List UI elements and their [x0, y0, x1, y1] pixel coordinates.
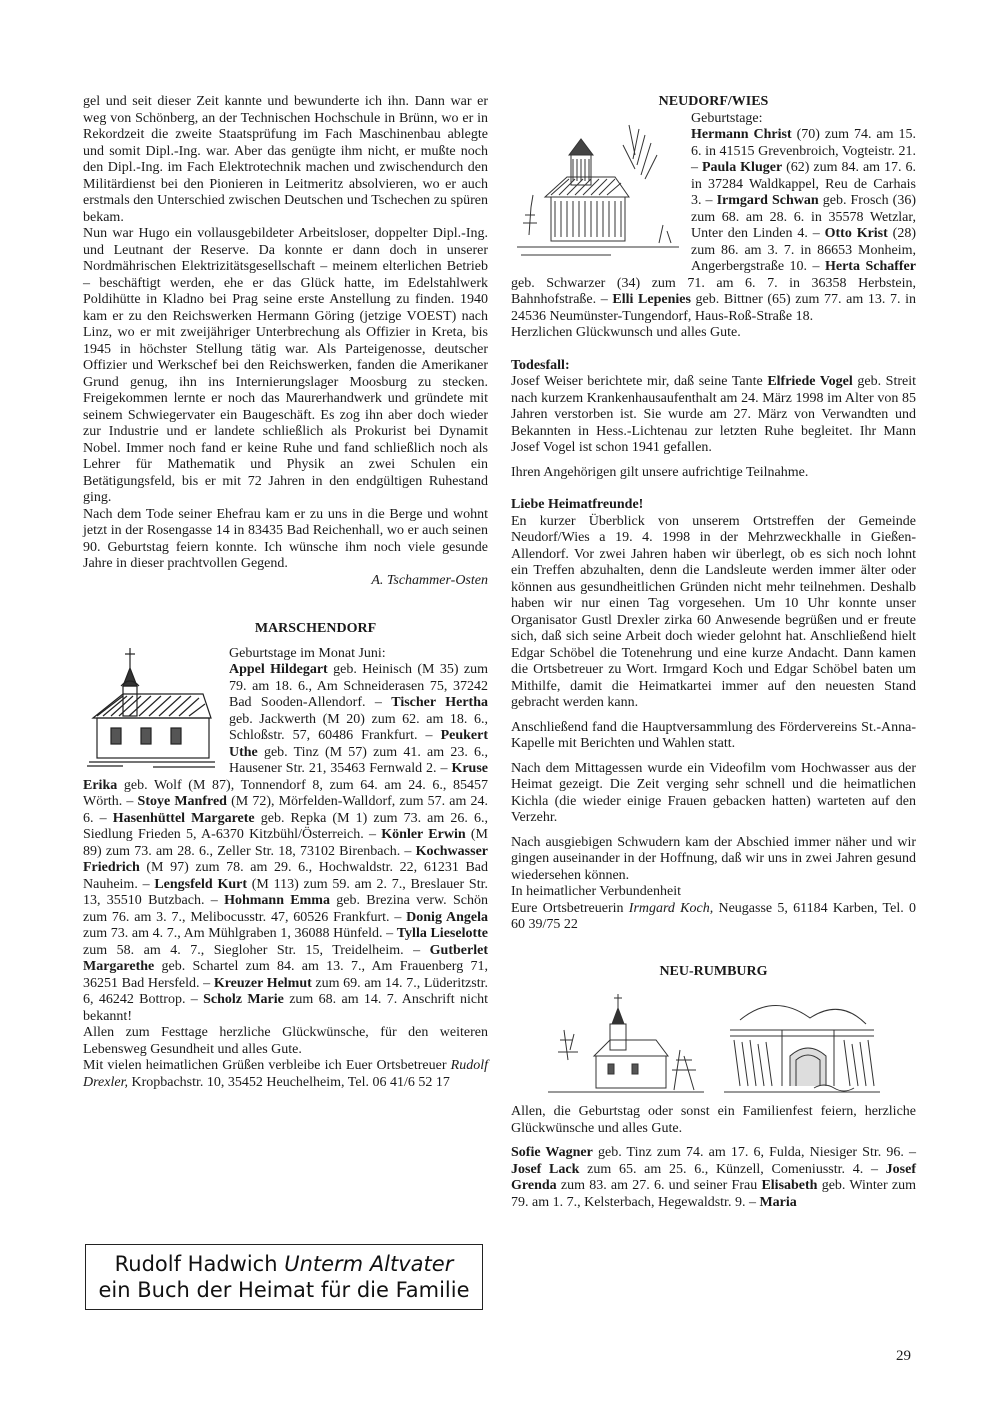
- birthday-name: Maria: [759, 1194, 797, 1210]
- birthday-name: Elli Lepenies: [612, 292, 691, 307]
- liebe-heading: Liebe Heimatfreunde!: [511, 497, 644, 512]
- neurumburg-heading: NEU-RUMBURG: [659, 963, 768, 979]
- birthday-name: Appel Hildegart: [229, 662, 328, 677]
- birthday-text: (M 97) zum 78. am 29. 6., Hochwaldstr. 22, 61231 Bad Nauheim. –: [83, 860, 488, 892]
- liebe-paragraph-3: Nach dem Mittagessen wurde ein Videofilm vom Hochwasser aus der Heimat gezeigt. Die Zeit verging sehr schnell und die heimatlichen Kichla (die wieder einige Frauen gebacken hatten) warteten auf den Verzehr.: [511, 760, 916, 825]
- birthday-text: zum 65. am 25. 6., Künzell, Comeniusstr. 4. –: [579, 1161, 886, 1177]
- liebe-paragraph-4: Nach ausgiebigen Schwudern kam der Abschied immer näher und wir gingen auseinander in der Hoffnung, daß wir uns in zwei Jahren gesund wiedersehen können.: [511, 834, 916, 883]
- birthday-name: Irmgard Schwan: [716, 193, 819, 208]
- birthday-text: geb. Tinz zum 74. am 17. 6, Fulda, Niesiger Str. 96. –: [592, 1145, 916, 1160]
- marschendorf-closing: Allen zum Festtage herzliche Glückwünsche, für den weiteren Lebensweg Gesundheit und alles Gute.: [83, 1025, 488, 1057]
- neurumburg-illustration: [511, 990, 916, 1098]
- birthday-text: geb. Wolf (M 87), Tonnendorf 8, zum 64. am 24. 6., 85457 Wörth. –: [83, 777, 488, 809]
- liebe-paragraph-2: Anschließend fand die Hauptversammlung des Fördervereins St.-Anna-Kapelle mit Berichten und Wahlen statt.: [511, 719, 916, 751]
- signature: A. Tschammer-Osten: [371, 572, 488, 588]
- birthday-name: Gutberlet Margarethe: [83, 942, 488, 974]
- right-column: [511, 94, 916, 1211]
- birthday-name: Paula Kluger: [701, 160, 783, 175]
- book-line-2: ein Buch der Heimat für die Familie: [98, 1278, 470, 1302]
- marschendorf-intro: Geburtstage im Monat Juni:: [229, 645, 386, 661]
- book-author: Rudolf Hadwich: [114, 1252, 285, 1276]
- neudorf-heading: NEUDORF/WIES: [658, 94, 769, 109]
- liebe-post: Neugasse 5, 61184 Karben, Tel. 0 60 39/75 22: [511, 900, 916, 932]
- neudorf-intro: Geburtstage:: [691, 110, 763, 126]
- neudorf-section: [511, 111, 916, 342]
- birthday-text: zum 83. am 27. 6. und seiner Frau: [556, 1178, 762, 1193]
- liebe-paragraph-5: In heimatlicher Verbundenheit: [511, 884, 682, 899]
- birthday-name: Otto Krist: [824, 226, 888, 241]
- birthday-text: (M 89) zum 73. am 28. 6., Zeller Str. 18, 73102 Birenbach. –: [83, 827, 488, 859]
- birthday-text: geb. Winter zum 79. am 1. 7., Kelsterbach, Hegewaldstr. 9. –: [511, 1178, 917, 1210]
- birthday-text: geb. Jackwerth (M 20) zum 62. am 18. 6., Schloßstr. 57, 60486 Frankfurt. –: [229, 711, 488, 743]
- chapel-illustration: [83, 646, 219, 772]
- birthday-text: geb. Heinisch (M 35) zum 79. am 18. 6., Am Schneiderasen 75, 37242 Bad Sooden-Allendorf. –: [229, 662, 488, 710]
- marschendorf-section: [83, 646, 488, 1092]
- intro-paragraph-2: Nun war Hugo ein vollausgebildeter Arbeitsloser, doppelter Dipl.-Ing. und Leutnant der Reserve. Da konnte er dann doch in unserer Nordmährischen Elektrizitätsgesellschaft – meinem elterlichen Betrieb – beschäftigt werden, ehe er das Glück hatte, im Edelstahlwerk Poldihütte in Kladno bei Prag seine erste Anstellung zu finden. 1940 kam er zu den Reichswerken Hermann Göring (jetzige VOEST) nach Linz, wo er mit zweijähriger Unterbrechung als Offizier in Kreta, bis 1945 in höchster Stellung tätig war. Als Parteigenosse, deutscher Offizier und Werkschef bei den Reichswerken, fanden die Amerikaner Grund genug, ihn ins Internierungslager Moosburg zu stecken. Freigekommen lernte er noch das Maurerhandwerk und gründete mit seinem Schwiegervater ein Baugeschäft. Es zog ihn aber doch wieder zur Industrie und er landete schließlich als Prokurist bei Dynamit Nobel. Immer noch fand er keine Ruhe und fand schließlich noch als Lehrer für Mathematik und Physik an zwei Schulen ein Betätigungsfeld, bis er mit 72 Jahren in den endgültigen Ruhestand ging.: [83, 226, 488, 505]
- birthday-text: (M 113) zum 59. am 2. 7., Breslauer Str. 13, 35510 Butzbach. –: [83, 876, 488, 908]
- birthday-text: zum 68. am 14. 7. Anschrift nicht bekannt!: [83, 992, 489, 1024]
- birthday-name: Hohmann Emma: [224, 893, 330, 908]
- liebe-pre: Eure Ortsbetreuerin: [511, 900, 629, 916]
- birthday-name: Tylla Lieselotte: [396, 926, 488, 941]
- condolence-text: Ihren Angehörigen gilt unsere aufrichtige Teilnahme.: [511, 464, 809, 480]
- birthday-name: Hermann Christ: [691, 127, 792, 142]
- todesfall-heading: Todesfall:: [511, 357, 570, 373]
- birthday-text: geb. Bittner (65) zum 77. am 13. 7. in 24536 Neumünster-Tungendorf, Haus-Roß-Straße 18.: [511, 292, 916, 324]
- birthday-name: Kreuzer Helmut: [213, 975, 312, 991]
- birthday-text: geb. Frosch (36) zum 68. am 28. 6. in 35578 Wetzlar, Unter den Linden 4. –: [691, 193, 916, 241]
- neurumburg-entries: [511, 1145, 916, 1211]
- birthday-name: Kochwasser Friedrich: [83, 843, 488, 875]
- liebe-paragraph-1: En kurzer Überblick von unserem Ortstreffen der Gemeinde Neudorf/Wies a 19. 4. 1998 in der Mehrzweckhalle in Gießen-Allendorf. Vor zwei Jahren haben wir überlegt, ob es sich noch lohnt ein Treffen abzuhalten, denn die Landsleute werden immer älter oder können aus gesundheitlichen Gründen nicht mehr teilnehmen. Deshalb haben wir nur einen Tag vorgesehen. Um 10 Uhr konnte unser Organisator Gustl Drexler zirka 60 Anwesende begrüßen und er freute sich, daß sich seine Arbeit doch wieder gelohnt hat. Anschließend hielt Edgar Schöbel die Totenehrung und eine kurze Andacht. Dann kamen die Ortsbetreuer zu Wort. Irmgard Koch und Edgar Schöbel baten um Mithilfe, damit die Heimatkartei immer auf den neuesten Stand gebracht werden kann.: [511, 513, 916, 710]
- birthday-text: (70) zum 74. am 15. 6. in 41515 Grevenbroich, Vogteistr. 21. –: [691, 127, 917, 175]
- birthday-name: Josef Grenda: [511, 1161, 916, 1193]
- birthday-text: geb. Schartel zum 84. am 13. 7., Am Frauenberg 71, 36251 Bad Hersfeld. –: [83, 959, 488, 991]
- birthday-text: geb. Schwarzer (34) zum 71. am 6. 7. in 36358 Herbstein, Bahnhofstraße. –: [511, 275, 916, 307]
- neurumburg-intro: Allen, die Geburtstag oder sonst ein Familienfest feiern, herzliche Glückwünsche und alles Gute.: [511, 1104, 916, 1136]
- birthday-name: Herta Schaffer: [824, 259, 916, 274]
- liebe-name: Irmgard Koch,: [628, 900, 714, 916]
- birthday-text: geb. Tinz (M 57) zum 41. am 23. 6., Hausener Str. 21, 35463 Fernwald 2. –: [229, 744, 488, 776]
- book-title: Unterm Altvater: [284, 1252, 454, 1276]
- greeting-address: Kropbachstr. 10, 35452 Heuchelheim, Tel. 06 41/6 52 17: [127, 1074, 450, 1090]
- birthday-name: Donig Angela: [406, 909, 488, 925]
- neudorf-closing: Herzlichen Glückwunsch und alles Gute.: [511, 325, 741, 340]
- wooden-church-drawing-icon: [511, 115, 681, 265]
- left-column: [83, 94, 488, 1091]
- birthday-name: Scholz Marie: [203, 992, 284, 1007]
- chapel-drawing-icon: [83, 646, 219, 772]
- birthday-text: zum 58. am 4. 7., Siegloher Str. 15, Treidelheim. –: [83, 942, 430, 958]
- todesfall-post: geb. Streit nach kurzem Krankenhausaufenthalt am 24. März 1998 im Alter von 85 Jahren verstorben ist. Sie wurde am 27. März von Verwandten und Bekannten in Hess.-Lichtenau zur letzten Ruhe begleitet. Ihr Mann Josef Vogel ist schon 1941 gefallen.: [511, 374, 916, 455]
- birthday-name: Kruse Erika: [83, 761, 488, 793]
- todesfall-name: Elfriede Vogel: [767, 374, 853, 389]
- wooden-church-illustration: [511, 115, 681, 265]
- birthday-text: geb. Brezina verw. Schön zum 76. am 3. 7., Melibocusstr. 47, 60526 Frankfurt. –: [83, 893, 488, 925]
- churches-drawing-icon: [544, 990, 884, 1098]
- birthday-name: Josef Lack: [511, 1161, 580, 1177]
- marschendorf-heading: MARSCHENDORF: [254, 621, 377, 636]
- greeting-name: Rudolf Drexler,: [83, 1058, 488, 1090]
- birthday-name: Stoye Manfred: [137, 794, 227, 809]
- todesfall-pre: Josef Weiser berichtete mir, daß seine Tante: [511, 374, 768, 389]
- todesfall-text: [511, 374, 916, 457]
- birthday-name: Sofie Wagner: [511, 1145, 593, 1160]
- birthday-text: zum 69. am 14. 7., Lüderitzstr. 6, 46242 Bottrop. –: [83, 975, 488, 1007]
- intro-paragraph-3: Nach dem Tode seiner Ehefrau kam er zu uns in die Berge und wohnt jetzt in der Rosengasse 14 in 83435 Bad Reichenhall, wo er auch seinen 90. Geburtstag feiern konnte. Ich wünsche ihm noch viele gesunde Jahre in dieser prachtvollen Gegend.: [83, 506, 488, 571]
- birthday-name: Lengsfeld Kurt: [154, 876, 247, 892]
- liebe-paragraph-6: [511, 901, 916, 934]
- page-number: 29: [896, 1348, 911, 1364]
- birthday-text: (62) zum 84. am 17. 6. in 37284 Waldkappel, Reu de Carhais 3. –: [691, 160, 916, 208]
- birthday-text: (M 72), Mörfelden-Walldorf, zum 57. am 24. 6. –: [83, 794, 488, 826]
- birthday-text: zum 73. am 4. 7., Am Mühlgraben 1, 36088 Hünfeld. –: [83, 926, 397, 941]
- marschendorf-greeting: [83, 1058, 488, 1091]
- birthday-name: Tischer Hertha: [391, 695, 488, 710]
- greeting-text: Mit vielen heimatlichen Grüßen verbleibe ich Euer Ortsbetreuer: [83, 1058, 451, 1073]
- birthday-name: Peukert Uthe: [229, 728, 488, 760]
- birthday-name: Elisabeth: [761, 1178, 818, 1193]
- book-line-1: [86, 1251, 482, 1277]
- birthday-text: geb. Repka (M 1) zum 73. am 26. 6., Siedlung Frieden 5, A-6370 Kitzbühl/Österreich. –: [83, 810, 488, 842]
- birthday-name: Könler Erwin: [381, 827, 466, 842]
- intro-paragraph-1: gel und seit dieser Zeit kannte und bewunderte ich ihn. Dann war er weg von Schönberg, an der Technischen Hochschule in Brünn, wo er in Rekordzeit die zweite Staatsprüfung im Fach Maschinenbau ablegte und somit Dipl.-Ing. war. Aber das genügte ihm nicht, er mußte noch den Dipl.-Ing. im Fach Elektrotechnik machen und zwischendurch den Militärdienst bei den Pionieren in Leitmeritz absolvieren, wo er auch erstmals den Unterschied zwischen Deutschen und Tschechen zu spüren bekam.: [83, 94, 488, 225]
- book-advert-box: [85, 1244, 483, 1310]
- birthday-name: Hasenhüttel Margarete: [112, 810, 255, 826]
- birthday-text: (28) zum 86. am 3. 7. in 86653 Monheim, Angerbergstraße 10. –: [691, 226, 917, 274]
